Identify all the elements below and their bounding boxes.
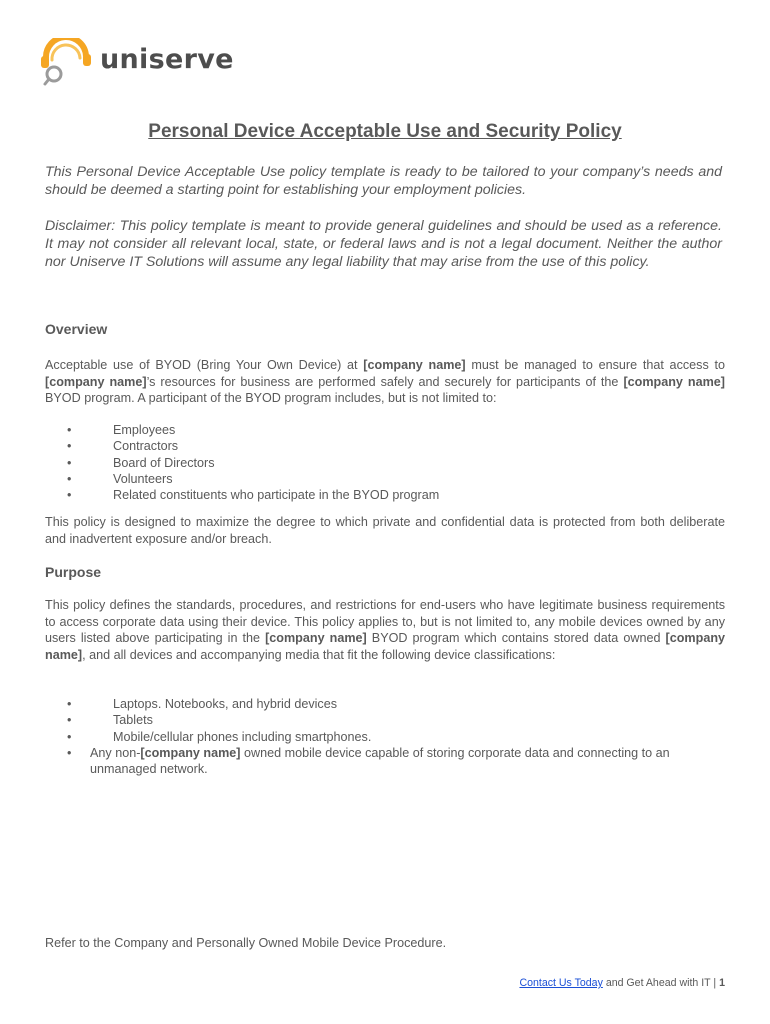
list-item: • Tablets bbox=[67, 713, 153, 728]
list-item: • Volunteers bbox=[67, 471, 173, 486]
list-item: • Contractors bbox=[67, 439, 179, 454]
list-item: • Related constituents who participate in the BYOD program bbox=[67, 488, 440, 503]
list-item: • Board of Directors bbox=[67, 455, 215, 470]
list-item: • Laptops. Notebooks, and hybrid devices bbox=[67, 697, 338, 711]
overview-summary-paragraph: This policy is designed to maximize the degree to which private and confidential data is protected from both deliberate and inadvertent exposure and/or breach. bbox=[45, 515, 725, 546]
uniserve-logo-icon bbox=[38, 38, 96, 88]
procedure-reference: Refer to the Company and Personally Owned Mobile Device Procedure. bbox=[45, 936, 447, 950]
brand-name: uniserve bbox=[100, 43, 234, 75]
list-item: • Any non-[company name] owned mobile device capable of storing corporate data and connecting to an unmanaged network. bbox=[67, 745, 670, 777]
uniserve-logo bbox=[38, 38, 234, 88]
purpose-paragraph: This policy defines the standards, procedures, and restrictions for end-users who have legitimate business requirements to access corporate data using their device. This policy applies to, but is not limited to, any mobile devices owned by any users listed above participating in the [company name] BYOD program which contains stored data owned [company name], and all devices and accompanying media that fit the following device classifications: bbox=[45, 598, 726, 662]
participant-list bbox=[45, 422, 725, 503]
page-footer bbox=[519, 977, 725, 989]
disclaimer-paragraph: Disclaimer: This policy template is meant to provide general guidelines and should be used as a reference. It may not consider all relevant local, state, or federal laws and is not a legal document. Neither the author nor Uniserve IT Solutions will assume any legal liability that may arise from the use of this policy. bbox=[45, 218, 722, 270]
contact-us-link[interactable]: Contact Us Today bbox=[519, 977, 603, 989]
overview-paragraph: Acceptable use of BYOD (Bring Your Own Device) at [company name] must be managed to ensure that access to [company name]’s resources for business are performed safely and securely for participants of the [company name] BYOD program. A participant of the BYOD program includes, but is not limited to: bbox=[45, 358, 725, 405]
footer-text: and Get Ahead with IT | bbox=[602, 977, 720, 989]
list-item: • Mobile/cellular phones including smartphones. bbox=[67, 729, 372, 744]
list-item: • Employees bbox=[67, 423, 176, 437]
page-number: 1 bbox=[719, 977, 725, 989]
page-title: Personal Device Acceptable Use and Security Policy bbox=[148, 121, 622, 142]
overview-heading: Overview bbox=[45, 321, 108, 337]
purpose-heading: Purpose bbox=[45, 564, 102, 580]
device-classification-list bbox=[45, 696, 725, 777]
intro-paragraph: This Personal Device Acceptable Use policy template is ready to be tailored to your company’s needs and should be deemed a starting point for establishing your employment policies. bbox=[45, 164, 722, 198]
